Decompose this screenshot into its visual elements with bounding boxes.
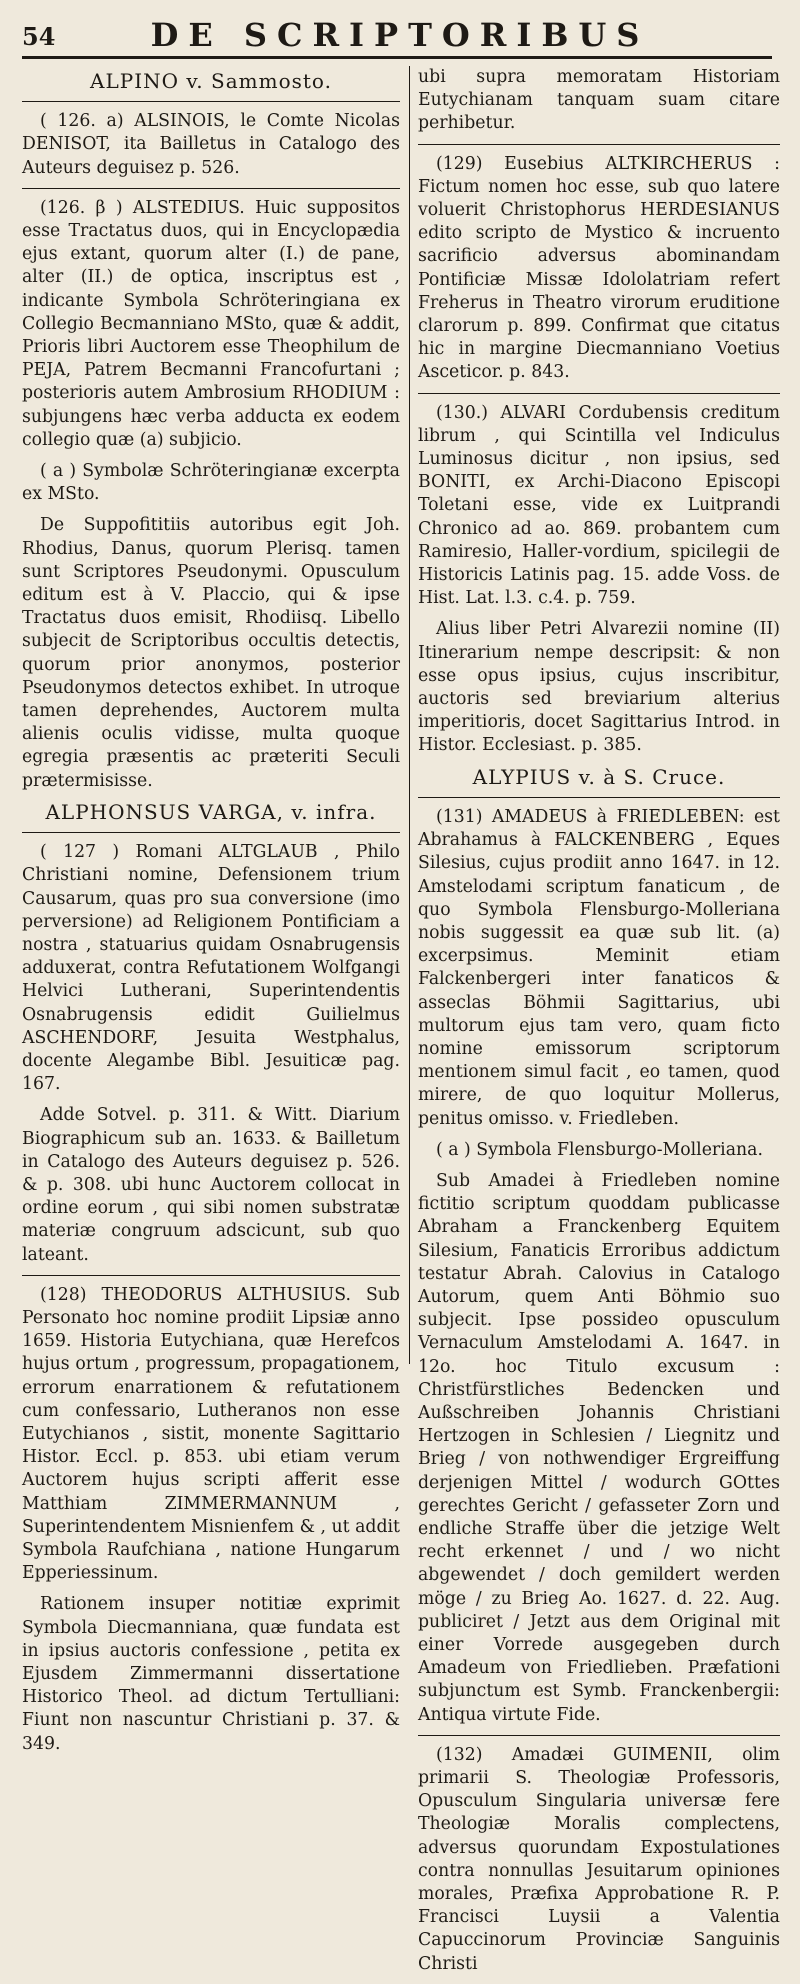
entry-paragraph: Adde Sotvel. p. 311. & Witt. Diarium Biographicum sub an. 1633. & Bailletum in Catalogo des Auteurs deguisez p. 526. & p. 308. ubi hunc Auctorem collocat in ordine eorum , qui sibi nomen substratæ materiæ congruum adscicunt, sub quo lateant. [22, 1105, 400, 1265]
entry-paragraph: (129) Eusebius ALTKIRCHERUS : Fictum nomen hoc esse, sub quo latere voluerit Christophorus HERDESIANUS edito scripto de Mystico & incruento sacrificio adversus abominandam Pontificiæ Missæ Idololatriam refert Freherus in Theatro virorum eruditione clarorum p. 899. Confirmat que citatus hic in margine Diecmanniano Voetius Asceticor. p. 843. [418, 153, 780, 383]
header-rule [22, 56, 772, 59]
entry-paragraph: ( 126. a) ALSINOIS, le Comte Nicolas DENISOT, ita Bailletus in Catalogo des Auteurs deguisez p. 526. [22, 111, 400, 178]
entry-paragraph: De Suppofititiis autoribus egit Joh. Rhodius, Danus, quorum Plerisq. tamen sunt Scriptores Pseudonymi. Opusculum editum est à V. Placcio, qui & ipse Tractatus duos emisit, Rhodiisq. Libello subjecit de Scriptoribus occultis detectis, quorum prior anonymos, posterior Pseudonymos detectos exhibet. In utroque tamen deprehendes, Auctorem multa alienis oculis vidisse, multa quoque egregia præsentis ac præteriti Seculi prætermisisse. [22, 515, 400, 791]
entry-heading: ALPINO v. Sammosto. [90, 69, 332, 93]
page-number: 54 [22, 22, 56, 51]
running-head: DE SCRIPTORIBUS [150, 16, 650, 54]
entry-paragraph: ubi supra memoratam Historiam Eutychianam tanquam suam citare perhibetur. [418, 67, 780, 134]
entry-separator [22, 188, 400, 189]
entry-paragraph: (131) AMADEUS à FRIEDLEBEN: est Abrahamus à FALCKENBERG , Eques Silesius, cujus prodiit anno 1647. in 12. Amstelodami scriptum fanaticum , de quo Symbola Flensburgo-Molleriana nobis suggessit ea quæ sub lit. (a) excerpsimus. Meminit etiam Falckenbergeri inter fanaticos & asseclas Böhmii Sagittarius, ubi multorum ejus tam vero, quam ficto nomine emissorum scriptorum mentionem simul facit , eo tamen, quod mirere, de quo loquitur Mollerus, penitus omisso. v. Friedleben. [418, 806, 780, 1129]
entry-paragraph: Sub Amadei à Friedleben nomine fictitio scriptum quoddam publicasse Abraham a Franckenberg Equitem Silesium, Fanaticis Erroribus addictum testatur Abrah. Calovius in Catalogo Autorum, quem Anti Böhmio suo subjecit. Ipse possideo opusculum Vernaculum Amstelodami A. 1647. in 12o. hoc Titulo excusum : Christfürstliches Bedencken und Außschreiben Johannis Christiani Hertzogen in Schlesien / Liegnitz und Brieg / von nothwendiger Ergreiffung derjenigen Mittel / wodurch GOttes gerechtes Gericht / gefasseter Zorn und endliche Straffe über die jetzige Welt recht erkennet / und / wo nicht abgewendet / doch gemildert werden möge / zu Brieg Ao. 1627. d. 22. Aug. publiciret / Jetzt aus dem Original mit einer Vorrede ausgegeben durch Amadeum von Friedlieben. Præfationi subjunctum est Symb. Franckenbergii: Antiqua virtute Fide. [418, 1170, 780, 1725]
entry-separator [418, 393, 780, 394]
note-heading: ( a ) Symbolæ Schröteringianæ excerpta ex MSto. [22, 461, 400, 505]
entry-separator [418, 144, 780, 145]
entry-separator [22, 101, 400, 102]
entry-paragraph: Alius liber Petri Alvarezii nomine (II) Itinerarium nempe descripsit: & non esse opus ipsius, cujus inscribitur, auctoris sed breviarium alterius imperitioris, docet Sagittarius Introd. in Histor. Ecclesiast. p. 385. [418, 619, 780, 756]
entry-paragraph: Rationem insuper notitiæ exprimit Symbola Diecmanniana, quæ fundata est in ipsius auctoris confessione , petita ex Ejusdem Zimmermanni dissertatione Historico Theol. ad dictum Tertulliani: Fiunt non nascuntur Christiani p. 37. & 349. [22, 1594, 400, 1754]
entry-heading: ALPHONSUS VARGA, v. infra. [45, 799, 377, 824]
right-column [418, 66, 780, 1984]
entry-separator [22, 832, 400, 833]
entry-separator [418, 1735, 780, 1736]
entry-heading: ALYPIUS v. à S. Cruce. [472, 764, 726, 789]
entry-paragraph: (128) THEODORUS ALTHUSIUS. Sub Personato hoc nomine prodiit Lipsiæ anno 1659. Historia Eutychiana, quæ Herefcos hujus ortum , progressum, propagationem, errorum enarrationem & refutationem cum confessario, Lutheranos non esse Eutychianos , sistit, monente Sagittario Histor. Eccl. p. 853. ubi etiam verum Auctorem hujus scripti afferit esse Matthiam ZIMMERMANNUM , Superintendentem Misnienfem & , ut addit Symbola Raufchiana , natione Hungarum Epperiessinum. [22, 1284, 400, 1584]
note-heading: ( a ) Symbola Flensburgo-Molleriana. [436, 1139, 763, 1160]
entry-paragraph: ( 127 ) Romani ALTGLAUB , Philo Christiani nomine, Defensionem trium Causarum, quas pro sua conversione (imo perversione) ad Religionem Pontificiam a nostra , statuarius quidam Osnabrugensis adduxerat, contra Refutationem Wolfgangi Helvici Lutherani, Superintendentis Osnabrugensis edidit Guilielmus ASCHENDORF, Jesuita Westphalus, docente Alegambe Bibl. Jesuiticæ pag. 167. [22, 842, 400, 1095]
left-column [22, 66, 400, 1764]
column-divider [409, 66, 410, 1364]
entry-separator [22, 1275, 400, 1276]
entry-paragraph: (132) Amadæi GUIMENII, olim primarii S. Theologiæ Professoris, Opusculum Singularia universæ fere Theologiæ Moralis complectens, adversus quorundam Expostulationes contra nonnullas Jesuitarum opiniones morales, Præfixa Approbatione R. P. Francisci Luysii a Valentia Capuccinorum Provinciæ Sanguinis Christi [418, 1744, 780, 1974]
entry-paragraph: (126. β ) ALSTEDIUS. Huic suppositos esse Tractatus duos, qui in Encyclopædia ejus extant, quorum alter (I.) de pane, alter (II.) de optica, inscriptus est , indicante Symbola Schröteringiana ex Collegio Becmanniano MSto, quæ & addit, Prioris libri Auctorem esse Theophilum de PEJA, Patrem Becmanni Francofurtani ; posterioris autem Ambrosium RHODIUM : subjungens hæc verba adducta ex eodem collegio quæ (a) subjicio. [22, 197, 400, 450]
entry-separator [418, 797, 780, 798]
entry-paragraph: (130.) ALVARI Cordubensis creditum librum , qui Scintilla vel Indiculus Luminosus dicitur , non ipsius, sed BONITI, ex Archi-Diacono Episcopi Toletani esse, vide ex Luitprandi Chronico ad ao. 869. probantem cum Ramiresio, Haller-vordium, spicilegii de Historicis Latinis pag. 15. adde Voss. de Hist. Lat. l.3. c.4. p. 759. [418, 402, 780, 609]
